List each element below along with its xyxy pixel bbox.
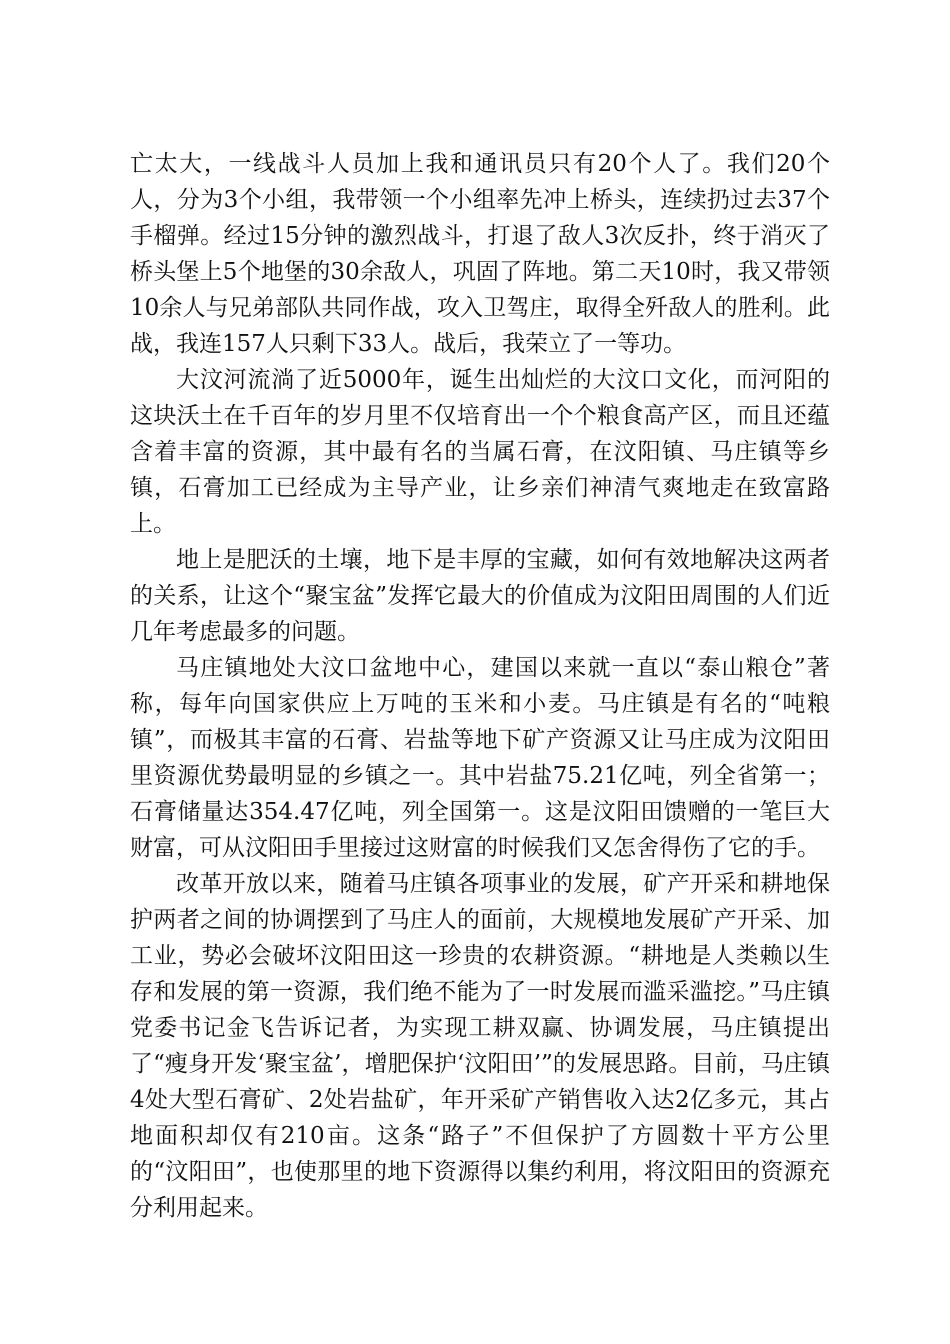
paragraph-dawen-river: 大汶河流淌了近5000年，诞生出灿烂的大汶口文化，而河阳的这块沃土在千百年的岁月里不仅培育出一个个粮食高产区，而且还蕴含着丰富的资源，其中最有名的当属石膏，在汶阳镇、马庄镇等乡镇，石膏加工已经成为主导产业，让乡亲们神清气爽地走在致富路上。 — [130, 367, 830, 537]
document-page — [130, 146, 830, 1226]
paragraph-land-and-treasure: 地上是肥沃的土壤，地下是丰厚的宝藏，如何有效地解决这两者的关系，让这个“聚宝盆”发挥它最大的价值成为汶阳田周围的人们近几年考虑最多的问题。 — [130, 547, 830, 645]
paragraph-continuation: 亡太大，一线战斗人员加上我和通讯员只有20个人了。我们20个人，分为3个小组，我带领一个小组率先冲上桥头，连续扔过去37个手榴弹。经过15分钟的激烈战斗，打退了敌人3次反扑，终于消灭了桥头堡上5个地堡的30余敌人，巩固了阵地。第二天10时，我又带领10余人与兄弟部队共同作战，攻入卫驾庄，取得全歼敌人的胜利。此战，我连157人只剩下33人。战后，我荣立了一等功。 — [130, 151, 830, 357]
paragraph-mazhuang-town: 马庄镇地处大汶口盆地中心，建国以来就一直以“泰山粮仓”著称，每年向国家供应上万吨的玉米和小麦。马庄镇是有名的“吨粮镇”，而极其丰富的石膏、岩盐等地下矿产资源又让马庄成为汶阳田里资源优势最明显的乡镇之一。其中岩盐75.21亿吨，列全省第一；石膏储量达354.47亿吨，列全国第一。这是汶阳田馈赠的一笔巨大财富，可从汶阳田手里接过这财富的时候我们又怎舍得伤了它的手。 — [130, 655, 830, 861]
paragraph-reform-development: 改革开放以来，随着马庄镇各项事业的发展，矿产开采和耕地保护两者之间的协调摆到了马庄人的面前，大规模地发展矿产开采、加工业，势必会破坏汶阳田这一珍贵的农耕资源。“耕地是人类赖以生存和发展的第一资源，我们绝不能为了一时发展而滥采滥挖。”马庄镇党委书记金飞告诉记者，为实现工耕双赢、协调发展，马庄镇提出了“瘦身开发‘聚宝盆’，增肥保护‘汶阳田’”的发展思路。目前，马庄镇4处大型石膏矿、2处岩盐矿，年开采矿产销售收入达2亿多元，其占地面积却仅有210亩。这条“路子”不但保护了方圆数十平方公里的“汶阳田”，也使那里的地下资源得以集约利用，将汶阳田的资源充分利用起来。 — [130, 871, 830, 1221]
